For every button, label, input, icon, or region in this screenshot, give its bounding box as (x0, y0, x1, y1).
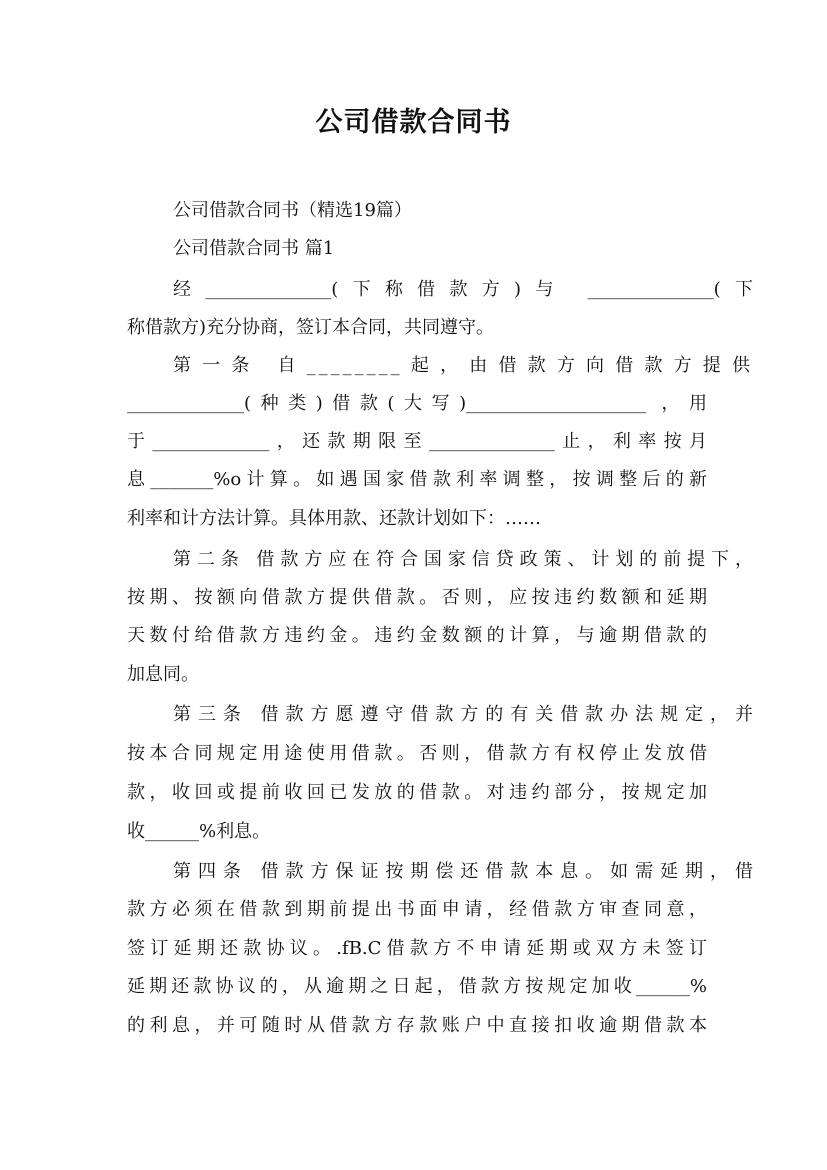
paragraph-line: 利率和计方法计算。具体用款、还款计划如下：…… (127, 508, 541, 529)
paragraph-line: 于_____________，还款期限至______________止，利率按月 (127, 431, 707, 452)
paragraph-line: 款方必须在借款到期前提出书面申请，经借款方审查同意， (127, 899, 707, 920)
paragraph-line: 第一条 自________起，由借款方向借款方提供 (173, 355, 753, 376)
paragraph-line: 经______________(下称借款方)与 ______________(下 (173, 279, 753, 300)
paragraph-line: 按期、按额向借款方提供借款。否则，应按违约数额和延期 (127, 587, 707, 608)
section-heading: 公司借款合同书 篇1 (173, 238, 335, 259)
paragraph-line: 的利息，并可随时从借款方存款账户中直接扣收逾期借款本 (127, 1015, 707, 1036)
paragraph-line: 第三条 借款方愿遵守借款方的有关借款办法规定，并 (173, 704, 753, 725)
document-title: 公司借款合同书 (315, 107, 512, 138)
paragraph-line: 第二条 借款方应在符合国家信贷政策、计划的前提下， (173, 549, 753, 570)
subtitle-line: 公司借款合同书（精选19篇） (173, 200, 412, 221)
paragraph-line: 第四条 借款方保证按期偿还借款本息。如需延期，借 (173, 861, 753, 882)
paragraph-line: 款，收回或提前收回已发放的借款。对违约部分，按规定加 (127, 782, 707, 803)
paragraph-line: 天数付给借款方违约金。违约金数额的计算，与逾期借款的 (127, 625, 707, 646)
paragraph-line: 称借款方)充分协商，签订本合同，共同遵守。 (127, 317, 495, 338)
paragraph-line: 延期还款协议的，从逾期之日起，借款方按规定加收______% (127, 976, 707, 997)
paragraph-line: 按本合同规定用途使用借款。否则，借款方有权停止发放借 (127, 743, 707, 764)
paragraph-line: _____________(种类)借款(大写)____________________ ，用 (127, 393, 707, 414)
paragraph-line: 加息同。 (127, 664, 199, 685)
paragraph-line: 息_______%o计算。如遇国家借款利率调整，按调整后的新 (127, 469, 707, 490)
paragraph-line: 签订延期还款协议。.fB.C借款方不申请延期或双方未签订 (127, 938, 707, 959)
paragraph-line: 收______%利息。 (127, 821, 271, 842)
